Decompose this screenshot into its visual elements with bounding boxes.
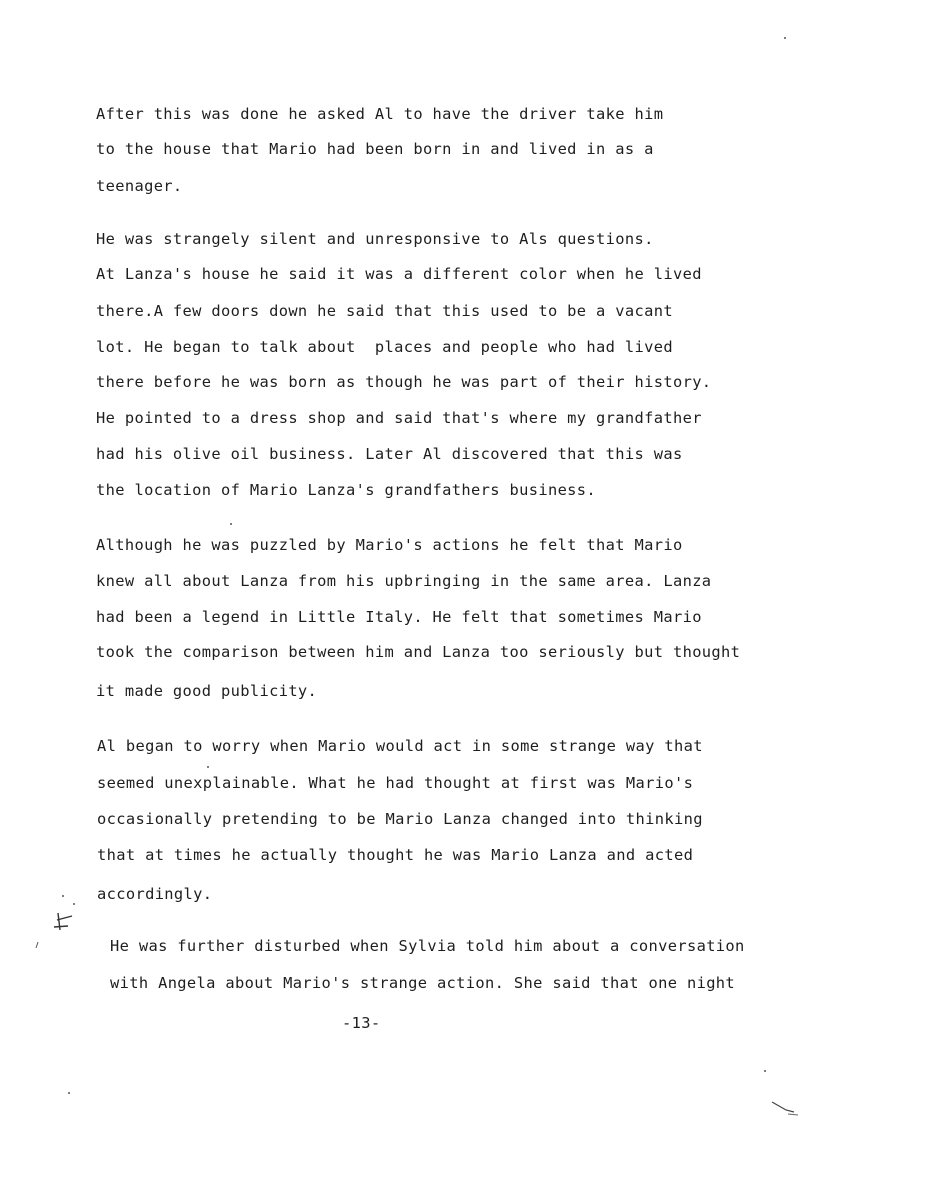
text-line: After this was done he asked Al to have the driver take him [96, 105, 664, 123]
text-line: teenager. [96, 177, 183, 195]
text-line: lot. He began to talk about places and people who had lived [96, 338, 673, 356]
page-number: -13- [342, 1014, 381, 1032]
text-line: occasionally pretending to be Mario Lanza changed into thinking [97, 810, 703, 828]
text-line: knew all about Lanza from his upbringing in the same area. Lanza [96, 572, 712, 590]
text-line: Although he was puzzled by Mario's actions he felt that Mario [96, 536, 683, 554]
scan-speck [68, 1092, 70, 1094]
text-line: that at times he actually thought he was Mario Lanza and acted [97, 846, 694, 864]
scan-speck [230, 523, 232, 525]
scan-speck [764, 1070, 766, 1072]
text-line: He pointed to a dress shop and said that's where my grandfather [96, 409, 702, 427]
margin-pen-mark [30, 908, 80, 958]
text-line: with Angela about Mario's strange action. She said that one night [110, 974, 736, 992]
scan-speck [207, 766, 209, 768]
text-line: had been a legend in Little Italy. He felt that sometimes Mario [96, 608, 702, 626]
text-line: At Lanza's house he said it was a different color when he lived [96, 265, 702, 283]
text-line: there.A few doors down he said that this used to be a vacant [96, 302, 673, 320]
text-line: there before he was born as though he was part of their history. [96, 373, 712, 391]
scan-speck [62, 895, 64, 897]
text-line: He was further disturbed when Sylvia told him about a conversation [110, 937, 745, 955]
scan-speck [73, 903, 75, 905]
scan-speck [784, 37, 786, 39]
text-line: Al began to worry when Mario would act in some strange way that [97, 737, 703, 755]
text-line: to the house that Mario had been born in and lived in as a [96, 140, 654, 158]
text-line: seemed unexplainable. What he had thought at first was Mario's [97, 774, 694, 792]
corner-pen-mark [768, 1098, 808, 1122]
text-line: had his olive oil business. Later Al discovered that this was [96, 445, 683, 463]
text-line: He was strangely silent and unresponsive to Als questions. [96, 230, 654, 248]
text-line: the location of Mario Lanza's grandfathers business. [96, 481, 597, 499]
text-line: it made good publicity. [96, 682, 318, 700]
text-line: took the comparison between him and Lanza too seriously but thought [96, 643, 741, 661]
text-line: accordingly. [97, 885, 213, 903]
